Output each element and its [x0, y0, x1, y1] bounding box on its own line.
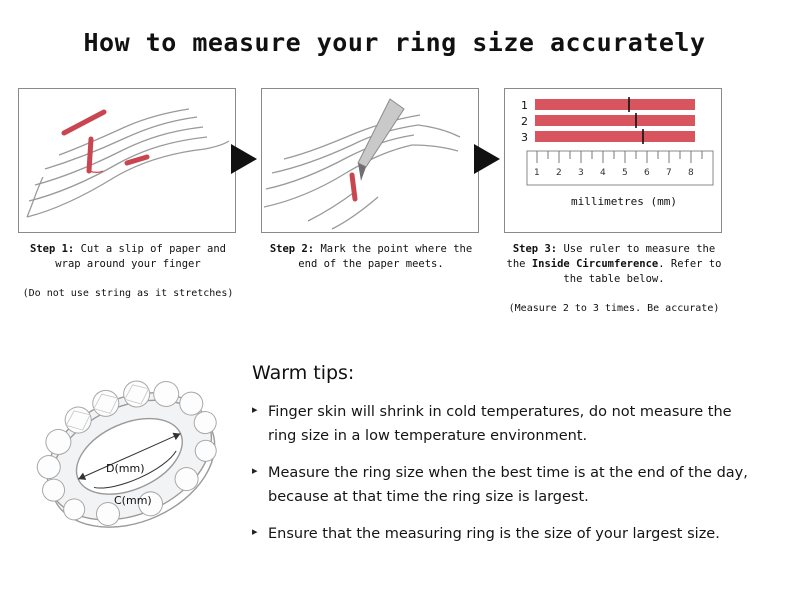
svg-text:5: 5 — [622, 168, 628, 178]
step-3-note: (Measure 2 to 3 times. Be accurate) — [508, 303, 720, 314]
step-3-text: Use ruler to measure the the Inside Circumference. Refer to the table below. — [506, 243, 722, 285]
svg-text:8: 8 — [688, 168, 694, 178]
svg-text:1: 1 — [534, 168, 540, 178]
step-2 — [261, 88, 481, 288]
svg-text:3: 3 — [578, 168, 584, 178]
svg-text:4: 4 — [600, 168, 606, 178]
step-3 — [504, 88, 724, 314]
step-3-illustration — [504, 88, 722, 233]
ring-circumference-label: C(mm) — [114, 494, 152, 507]
arrow-icon-2 — [474, 144, 500, 174]
ring-diagram — [18, 352, 244, 572]
steps-row — [0, 88, 789, 338]
triangle-bullet-icon: ▸ — [252, 464, 258, 477]
svg-text:3: 3 — [521, 131, 528, 144]
step-1-text: Cut a slip of paper and wrap around your finger — [55, 243, 226, 270]
hand-marking-paper-illustration — [262, 89, 479, 233]
step-1 — [18, 88, 238, 299]
step-2-caption — [261, 242, 481, 272]
warm-tips-heading: Warm tips: — [252, 362, 355, 384]
svg-text:6: 6 — [644, 168, 650, 178]
warm-tips-section — [252, 362, 762, 559]
svg-text:1: 1 — [521, 99, 528, 112]
tip-text-1: Finger skin will shrink in cold temperatures, do not measure the ring size in a low temperature environment. — [268, 404, 732, 444]
triangle-bullet-icon: ▸ — [252, 525, 258, 538]
step-1-label: Step 1: — [30, 243, 75, 255]
svg-text:7: 7 — [666, 168, 672, 178]
tip-text-3: Ensure that the measuring ring is the size of your largest size. — [268, 526, 720, 542]
arrow-icon-1 — [231, 144, 257, 174]
step-1-caption — [18, 242, 238, 272]
hand-with-paper-slip-illustration — [19, 89, 236, 233]
svg-text:2: 2 — [521, 115, 528, 128]
step-3-label: Step 3: — [512, 243, 558, 255]
page-title: How to measure your ring size accurately — [83, 28, 706, 57]
tip-item-3 — [252, 522, 762, 546]
step-1-note: (Do not use string as it stretches) — [22, 288, 234, 299]
ruler-measuring-paper-strips-illustration — [505, 89, 722, 233]
triangle-bullet-icon: ▸ — [252, 403, 258, 416]
ring-diameter-label: D(mm) — [106, 462, 145, 475]
eternity-ring-illustration — [18, 352, 244, 572]
tip-text-2: Measure the ring size when the best time is at the end of the day, because at that time the ring size is largest. — [268, 465, 748, 505]
ruler — [527, 151, 713, 185]
ruler-unit-label: millimetres (mm) — [571, 195, 677, 208]
tip-item-1 — [252, 400, 762, 448]
step-2-illustration — [261, 88, 479, 233]
step-2-label: Step 2: — [269, 243, 315, 255]
step-2-text: Mark the point where the end of the paper meets. — [298, 243, 473, 270]
tip-item-2 — [252, 461, 762, 509]
step-3-caption — [504, 242, 724, 287]
step-1-illustration — [18, 88, 236, 233]
paper-strips — [535, 97, 695, 144]
svg-text:2: 2 — [556, 168, 562, 178]
